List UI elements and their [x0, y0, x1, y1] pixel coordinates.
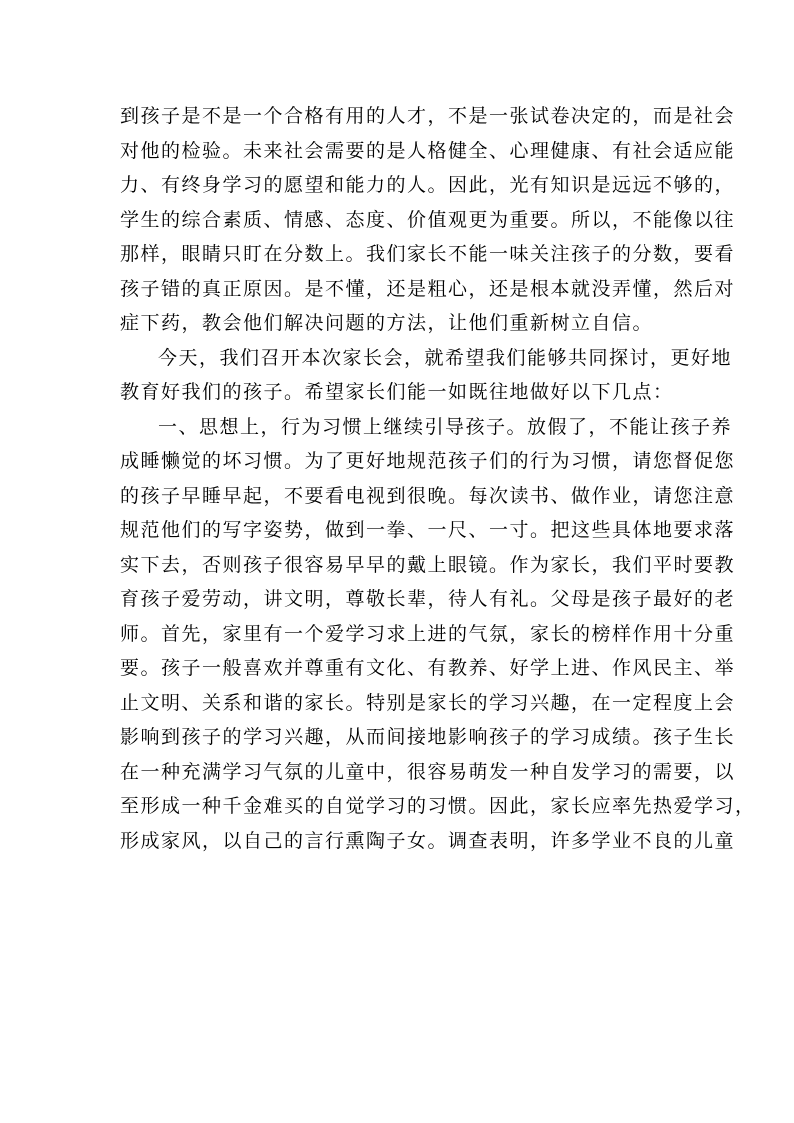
text-line: 至形成一种千金难买的自觉学习的习惯。因此，家长应率先热爱学习， — [120, 795, 756, 817]
text-line: 学生的综合素质、情感、态度、价值观更为重要。所以，不能像以往 — [120, 208, 736, 231]
text-line: 要。孩子一般喜欢并尊重有文化、有教养、好学上进、作风民主、举 — [120, 657, 736, 679]
text-line: 育孩子爱劳动，讲文明，尊敬长辈，待人有礼。父母是孩子最好的老 — [120, 588, 736, 610]
text-line: 形成家风，以自己的言行熏陶子女。调查表明，许多学业不良的儿童 — [120, 829, 736, 852]
text-line: 的孩子早睡早起，不要看电视到很晚。每次读书、做作业，请您注意 — [120, 484, 736, 507]
text-line: 规范他们的写字姿势，做到一拳、一尺、一寸。把这些具体地要求落 — [120, 519, 736, 541]
paragraph-start-line: 一、思想上，行为习惯上继续引导孩子。放假了，不能让孩子养 — [158, 415, 733, 438]
text-line: 在一种充满学习气氛的儿童中，很容易萌发一种自发学习的需要，以 — [120, 760, 736, 783]
text-line: 教育好我们的孩子。希望家长们能一如既往地做好以下几点： — [120, 381, 674, 403]
text-line: 力、有终身学习的愿望和能力的人。因此，光有知识是远远不够的， — [120, 174, 736, 196]
text-line: 到孩子是不是一个合格有用的人才，不是一张试卷决定的，而是社会 — [120, 105, 736, 127]
document-body-text — [120, 99, 756, 858]
text-line: 师。首先，家里有一个爱学习求上进的气氛，家长的榜样作用十分重 — [120, 622, 736, 645]
text-line: 影响到孩子的学习兴趣，从而间接地影响孩子的学习成绩。孩子生长 — [120, 726, 736, 748]
text-line: 成睡懒觉的坏习惯。为了更好地规范孩子们的行为习惯，请您督促您 — [120, 450, 736, 472]
paragraph-start-line: 今天，我们召开本次家长会，就希望我们能够共同探讨，更好地 — [158, 346, 733, 369]
text-line: 症下药，教会他们解决问题的方法，让他们重新树立自信。 — [120, 312, 654, 334]
text-line: 那样，眼睛只盯在分数上。我们家长不能一味关注孩子的分数，要看 — [120, 243, 736, 265]
text-line: 实下去，否则孩子很容易早早的戴上眼镜。作为家长，我们平时要教 — [120, 553, 736, 576]
text-line: 对他的检验。未来社会需要的是人格健全、心理健康、有社会适应能 — [120, 139, 736, 162]
text-line: 止文明、关系和谐的家长。特别是家长的学习兴趣，在一定程度上会 — [120, 691, 736, 714]
text-line: 孩子错的真正原因。是不懂，还是粗心，还是根本就没弄懂，然后对 — [120, 277, 736, 300]
